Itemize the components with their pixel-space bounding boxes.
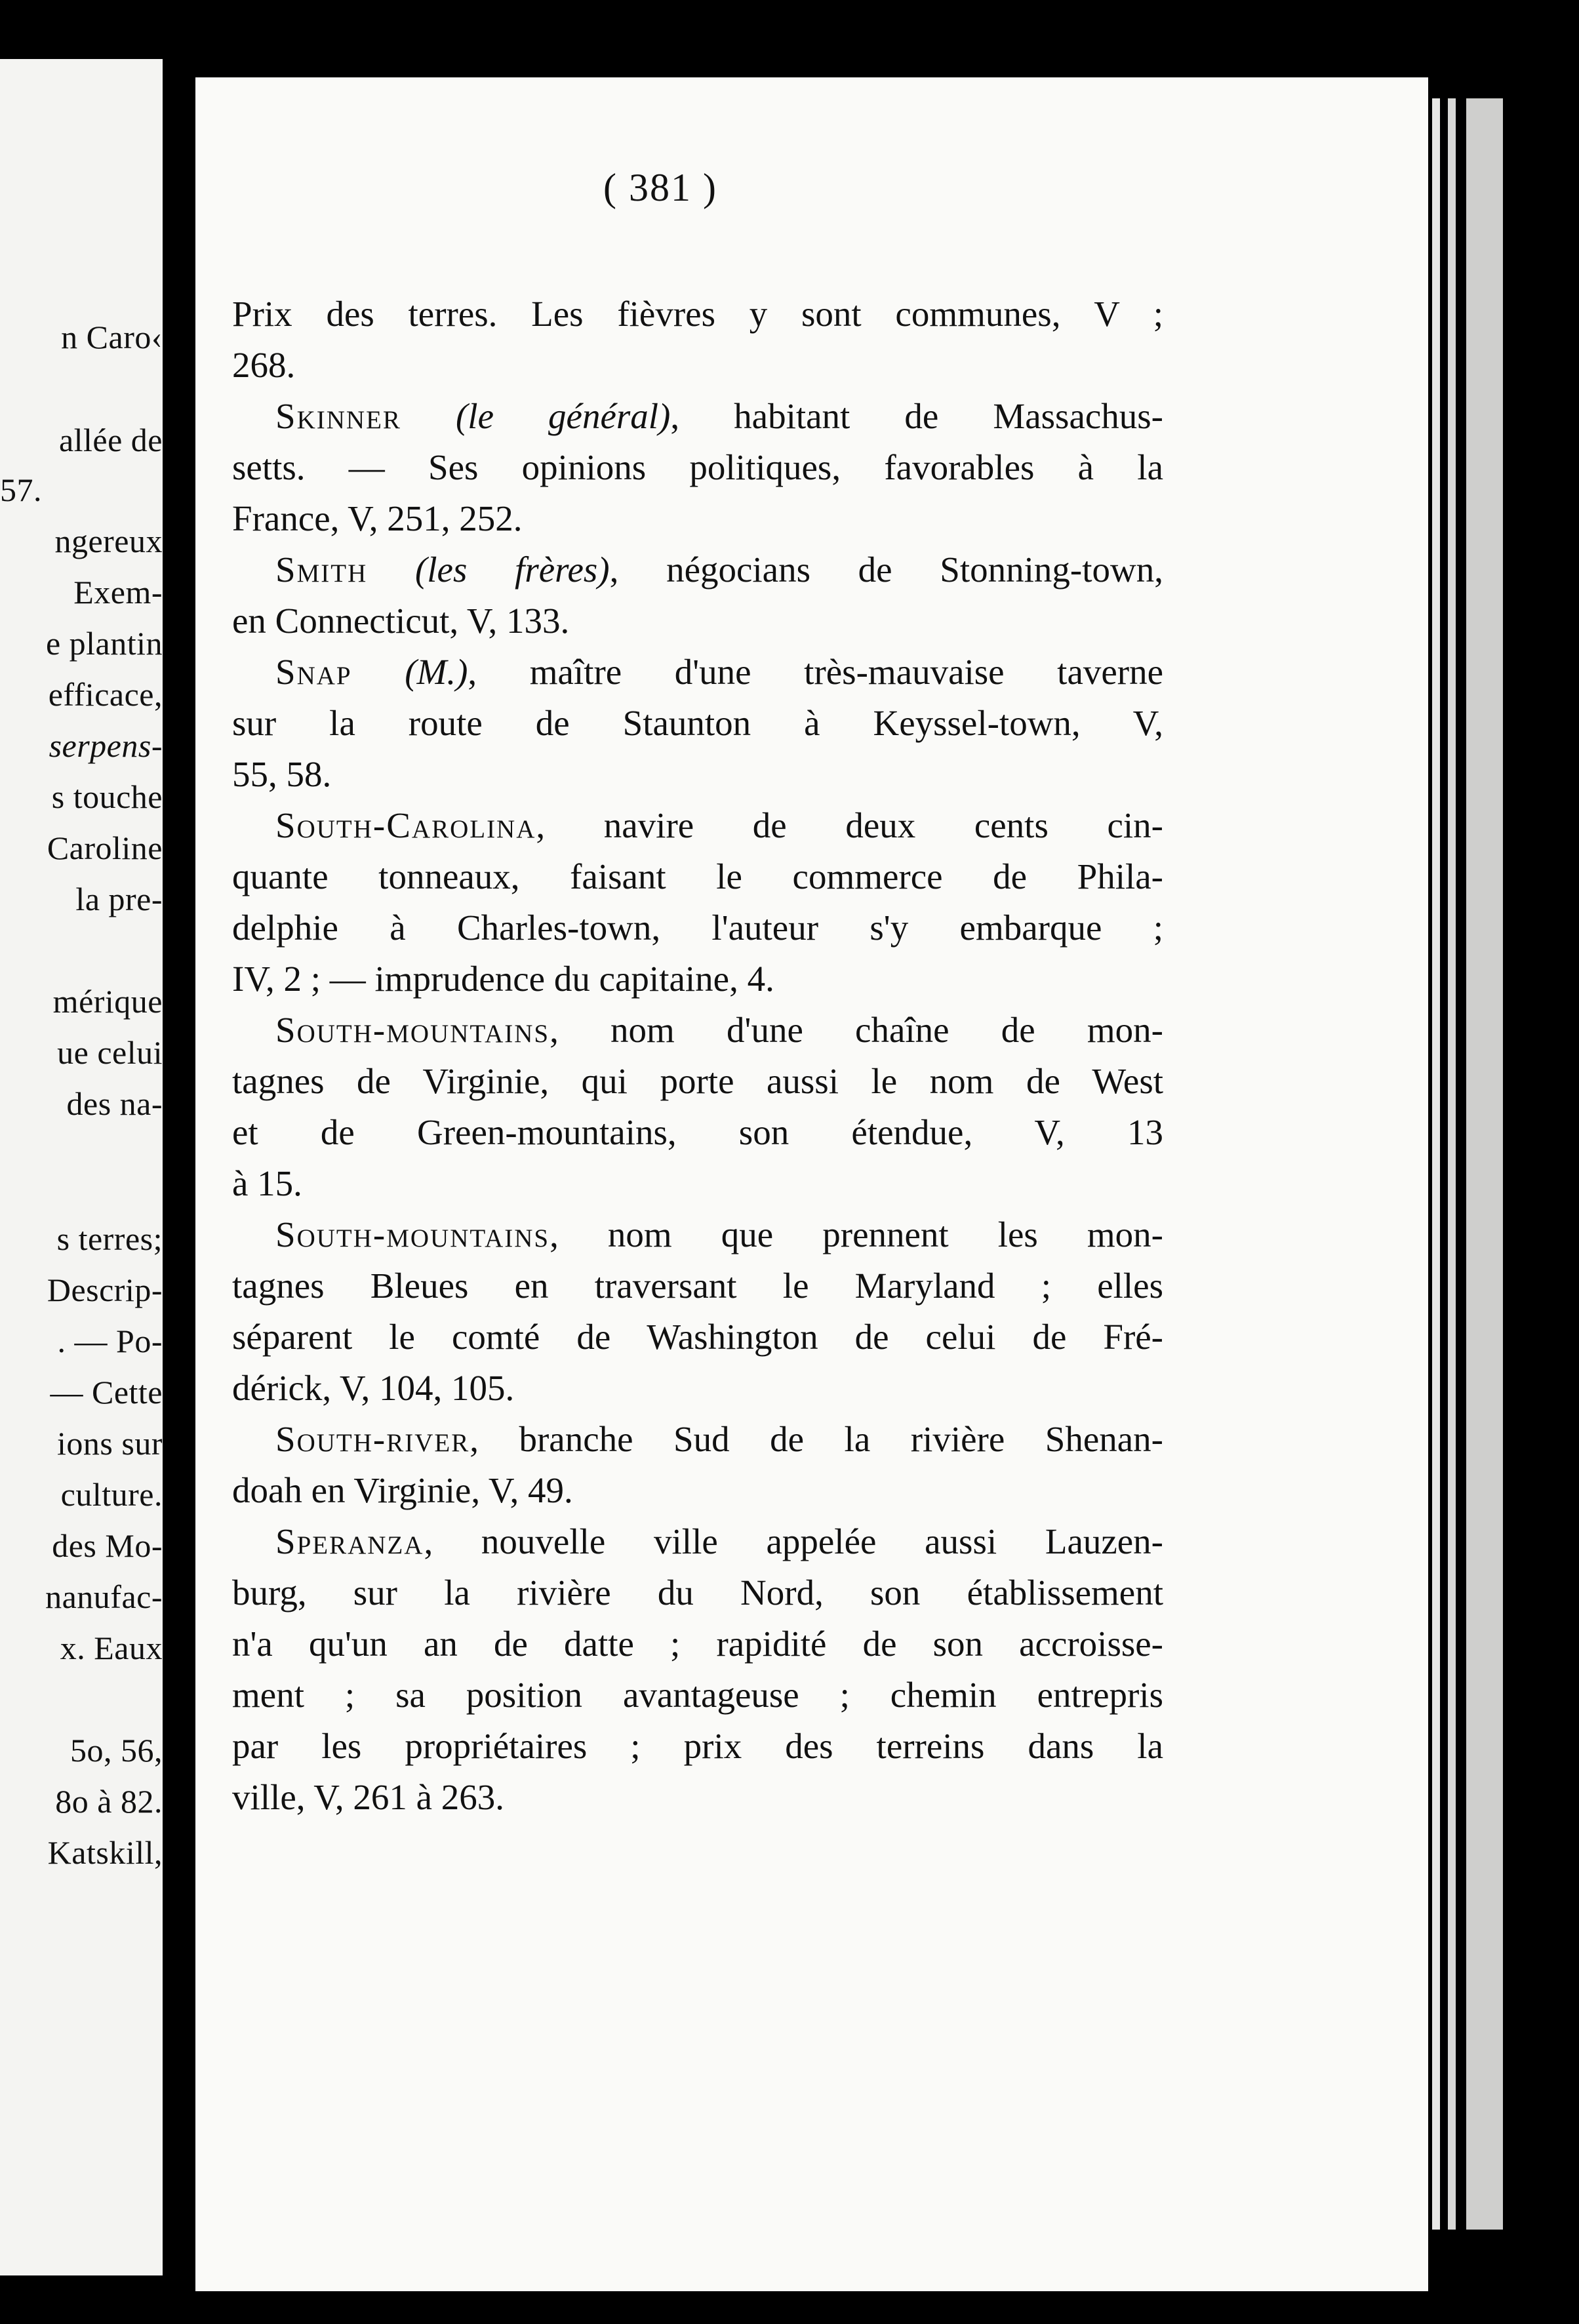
- entry-line: ment ; sa position avantageuse ; chemin entrepris: [232, 1675, 1163, 1715]
- index-entry: [232, 1516, 1163, 1823]
- left-page-line: serpens-: [49, 727, 163, 764]
- left-page-line: la pre-: [75, 881, 163, 917]
- entry-headword: Smith: [275, 550, 368, 590]
- entry-line: Prix des terres. Les fièvres y sont communes, V ;: [232, 294, 1163, 334]
- entry-line: tagnes Bleues en traversant le Maryland ; elles: [232, 1266, 1163, 1306]
- left-page-line: ions sur: [57, 1425, 163, 1462]
- left-page-line: Caroline: [47, 830, 163, 866]
- entry-line: et de Green-mountains, son étendue, V, 13: [232, 1112, 1163, 1152]
- entry-line: , branche Sud de la rivière Shenan-: [470, 1419, 1163, 1459]
- index-text: [232, 289, 1163, 1823]
- left-page-line: des Mo-: [52, 1527, 163, 1564]
- entry-headword: South-mountains: [275, 1214, 550, 1254]
- entry-line: n'a qu'un an de datte ; rapidité de son accroisse-: [232, 1624, 1163, 1664]
- entry-line: , négocians de Stonning-town,: [609, 550, 1163, 590]
- index-entry: [232, 647, 1163, 800]
- entry-line: séparent le comté de Washington de celui de Fré-: [232, 1317, 1163, 1357]
- entry-line: , maître d'une très-mauvaise taverne: [468, 652, 1164, 692]
- entry-qualifier: (les frères): [414, 550, 610, 590]
- entry-line: , nom que prennent les mon-: [550, 1214, 1163, 1254]
- left-page-line: efficace,: [48, 676, 163, 713]
- left-page-line: 8o à 82.: [55, 1783, 163, 1820]
- entry-line: setts. — Ses opinions politiques, favorables à la: [232, 447, 1163, 487]
- left-page-line: n Caro‹: [61, 319, 163, 355]
- entry-line: , navire de deux cents cin-: [536, 805, 1163, 845]
- left-page-line: s terres;: [56, 1220, 163, 1257]
- entry-headword: Snap: [275, 652, 352, 692]
- index-entry: [232, 289, 1163, 391]
- entry-line: à 15.: [232, 1163, 302, 1203]
- left-page-line: allée de: [58, 422, 163, 458]
- index-entry: [232, 800, 1163, 1005]
- entry-line: 55, 58.: [232, 754, 332, 794]
- index-entry: [232, 544, 1163, 647]
- left-page-line: e plantin: [45, 625, 163, 662]
- page-edge: [1466, 98, 1503, 2230]
- entry-line: dérick, V, 104, 105.: [232, 1368, 515, 1408]
- entry-line: sur la route de Staunton à Keyssel-town, V,: [232, 703, 1163, 743]
- page-edge: [1432, 98, 1440, 2230]
- entry-line: , nom d'une chaîne de mon-: [550, 1010, 1163, 1050]
- index-entry: [232, 1414, 1163, 1516]
- previous-page-fragment: [0, 59, 163, 2275]
- left-page-line: culture.: [60, 1476, 163, 1513]
- entry-headword: Skinner: [275, 396, 401, 436]
- entry-line: quante tonneaux, faisant le commerce de Phila-: [232, 856, 1163, 896]
- left-page-line: nanufac-: [45, 1578, 163, 1615]
- entry-line: par les propriétaires ; prix des terreins dans la: [232, 1726, 1163, 1766]
- index-entry: [232, 1209, 1163, 1414]
- left-page-line: des na-: [66, 1085, 163, 1122]
- entry-qualifier: (M.): [405, 652, 468, 692]
- left-page-line: — Cette: [50, 1374, 163, 1411]
- entry-headword: South-Carolina: [275, 805, 536, 845]
- entry-qualifier: (le général): [455, 396, 671, 436]
- left-page-line: x. Eaux: [60, 1630, 163, 1666]
- entry-headword: Speranza: [275, 1521, 424, 1561]
- entry-headword: South-river: [275, 1419, 470, 1459]
- index-entry: [232, 391, 1163, 544]
- entry-line: burg, sur la rivière du Nord, son établissement: [232, 1573, 1163, 1613]
- entry-line: ville, V, 261 à 263.: [232, 1777, 505, 1817]
- entry-headword: South-mountains: [275, 1010, 550, 1050]
- entry-line: France, V, 251, 252.: [232, 498, 523, 538]
- left-page-line: 5o, 56,: [70, 1732, 163, 1769]
- entry-line: IV, 2 ; — imprudence du capitaine, 4.: [232, 959, 774, 999]
- entry-line: , habitant de Massachus-: [670, 396, 1164, 436]
- left-page-line: 57.: [0, 471, 42, 508]
- left-page-line: s touche: [51, 778, 163, 815]
- entry-line: , nouvelle ville appelée aussi Lauzen-: [424, 1521, 1163, 1561]
- left-page-line: Exem-: [73, 574, 163, 611]
- left-page-line: . — Po-: [57, 1323, 163, 1359]
- entry-line: doah en Virginie, V, 49.: [232, 1470, 573, 1510]
- entry-line: delphie à Charles-town, l'auteur s'y embarque ;: [232, 908, 1163, 948]
- left-page-line: Katskill,: [47, 1834, 163, 1871]
- page-number: ( 381 ): [603, 166, 717, 209]
- index-entry: [232, 1005, 1163, 1209]
- page-edge: [1448, 98, 1456, 2230]
- left-page-line: ngereux: [54, 523, 163, 559]
- left-page-line: Descrip-: [47, 1272, 163, 1308]
- left-page-line: mérique: [52, 983, 163, 1020]
- entry-line: tagnes de Virginie, qui porte aussi le nom de West: [232, 1061, 1163, 1101]
- left-page-line: ue celui: [57, 1034, 163, 1071]
- entry-line: en Connecticut, V, 133.: [232, 601, 570, 641]
- entry-line: 268.: [232, 345, 296, 385]
